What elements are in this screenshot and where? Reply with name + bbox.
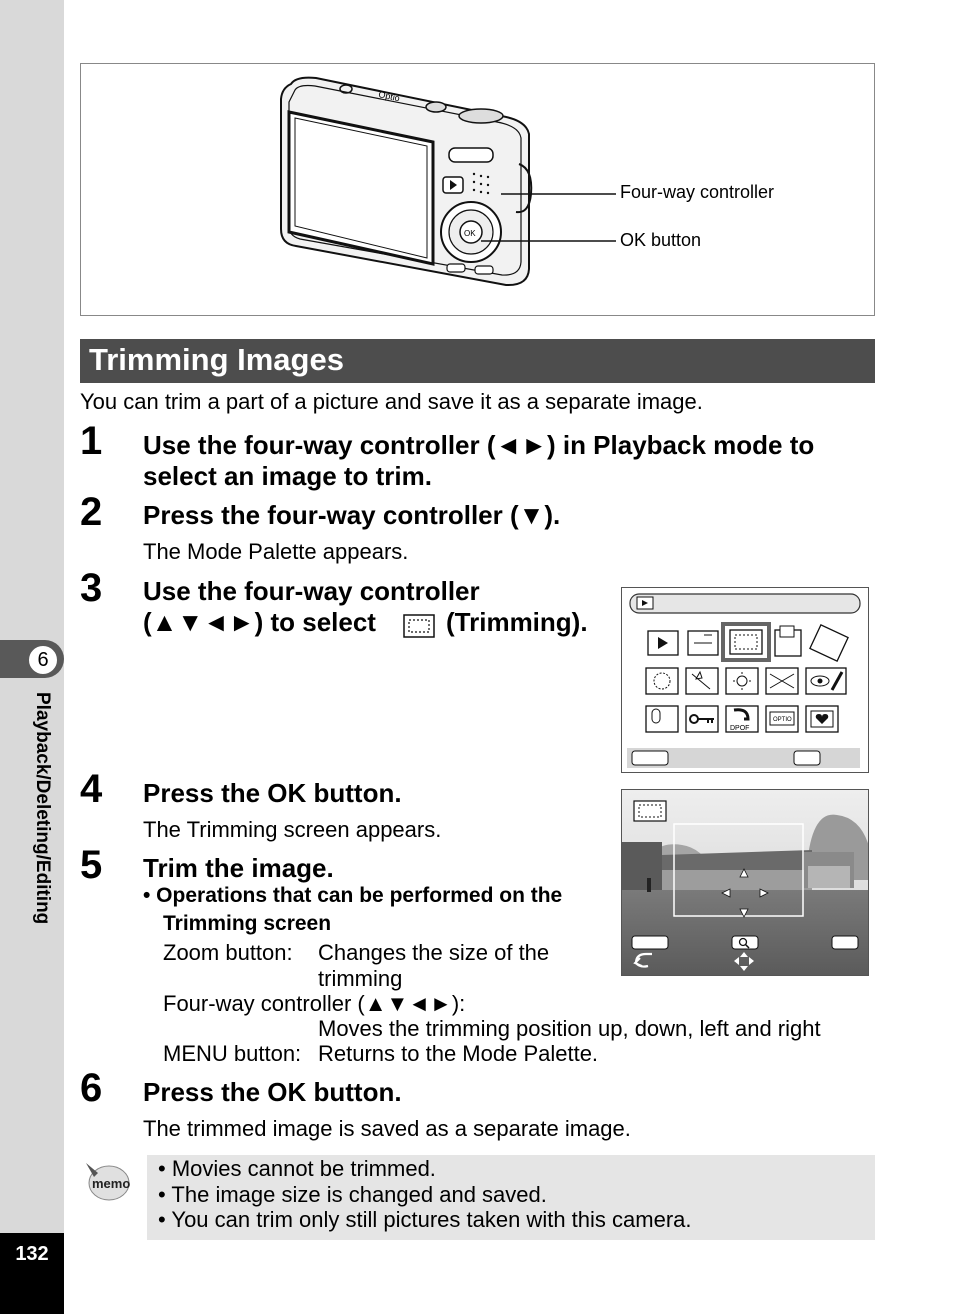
trimming-screen bbox=[621, 789, 869, 976]
svg-text:OK: OK bbox=[464, 229, 476, 238]
operation-four-way-key: Four-way controller (▲▼◄►): bbox=[163, 991, 466, 1016]
callout-four-way-controller: Four-way controller bbox=[620, 182, 775, 202]
rotate-icon bbox=[810, 625, 848, 661]
color-filter-icon bbox=[646, 668, 678, 694]
step-1-number: 1 bbox=[80, 419, 103, 463]
step-6-number: 6 bbox=[80, 1066, 103, 1110]
optio-label: OPTIO bbox=[773, 717, 792, 723]
frame-composite-icon bbox=[766, 668, 798, 694]
step-5-bullet-line-2: Trimming screen bbox=[163, 912, 332, 935]
step-4-number: 4 bbox=[80, 767, 103, 811]
step-6-note: The trimmed image is saved as a separate image. bbox=[143, 1116, 631, 1141]
trimming-icon bbox=[723, 624, 769, 660]
protect-icon bbox=[686, 706, 718, 732]
section-heading bbox=[80, 339, 875, 383]
operation-menu-value: Returns to the Mode Palette. bbox=[318, 1041, 599, 1066]
camera-figure bbox=[80, 63, 875, 316]
favorites-icon bbox=[806, 706, 838, 732]
step-5-bullet-line-1: • Operations that can be performed on the bbox=[143, 884, 563, 907]
memo-item-3: • You can trim only still pictures taken with this camera. bbox=[158, 1207, 692, 1232]
memo-item-2: • The image size is changed and saved. bbox=[158, 1182, 547, 1207]
memo-icon-label: memo bbox=[92, 1176, 131, 1191]
operation-zoom-value-line-1: Changes the size of the bbox=[318, 940, 550, 965]
page-number: 132 bbox=[15, 1243, 49, 1265]
mode-palette-screen bbox=[621, 587, 869, 773]
section-intro: You can trim a part of a picture and save it as a separate image. bbox=[80, 389, 703, 414]
start-screen-icon bbox=[766, 706, 798, 732]
operation-zoom-value-line-2: trimming bbox=[318, 966, 403, 991]
step-6-title: Press the OK button. bbox=[143, 1077, 402, 1107]
step-2-note: The Mode Palette appears. bbox=[143, 539, 409, 564]
brand-mark: Optio bbox=[377, 89, 401, 104]
step-5-number: 5 bbox=[80, 843, 103, 887]
brightness-filter-icon bbox=[726, 668, 758, 694]
playback-icon bbox=[648, 631, 678, 655]
step-4-title: Press the OK button. bbox=[143, 778, 402, 808]
trimming-inline-icon bbox=[403, 614, 435, 638]
image-recorder-icon bbox=[688, 631, 718, 655]
memo-icon bbox=[82, 1157, 132, 1203]
section-title: Trimming Images bbox=[89, 342, 344, 377]
red-eye-icon bbox=[806, 668, 846, 694]
copy-image-icon bbox=[775, 626, 801, 656]
operation-menu-key: MENU button: bbox=[163, 1041, 302, 1066]
step-2-number: 2 bbox=[80, 490, 103, 534]
operation-zoom-key: Zoom button: bbox=[163, 940, 293, 965]
memo-item-1: • Movies cannot be trimmed. bbox=[158, 1156, 436, 1181]
chapter-title: Playback/Deleting/Editing bbox=[32, 692, 53, 925]
step-1-title-line-2: select an image to trim. bbox=[143, 461, 432, 491]
chapter-number: 6 bbox=[27, 644, 59, 676]
mode-palette-illustration bbox=[622, 588, 867, 771]
step-3-number: 3 bbox=[80, 566, 103, 610]
trimming-screen-illustration bbox=[622, 790, 869, 976]
step-3-title-line-2: (▲▼◄►) to select bbox=[143, 607, 376, 637]
step-3-title-line-1: Use the four-way controller bbox=[143, 576, 480, 606]
operation-four-way-value: Moves the trimming position up, down, left and right bbox=[318, 1016, 821, 1041]
step-2-title: Press the four-way controller (▼). bbox=[143, 500, 561, 530]
voice-memo-icon bbox=[646, 706, 678, 732]
step-3-title-line-3: (Trimming). bbox=[446, 607, 588, 637]
step-1-title-line-1: Use the four-way controller (◄►) in Playback mode to bbox=[143, 430, 815, 460]
step-5-title: Trim the image. bbox=[143, 853, 334, 883]
callout-ok-button: OK button bbox=[620, 230, 702, 250]
dpof-label: DPOF bbox=[730, 725, 750, 732]
dpof-icon bbox=[726, 706, 758, 732]
step-4-note: The Trimming screen appears. bbox=[143, 817, 442, 842]
digital-filter-icon bbox=[686, 668, 718, 694]
